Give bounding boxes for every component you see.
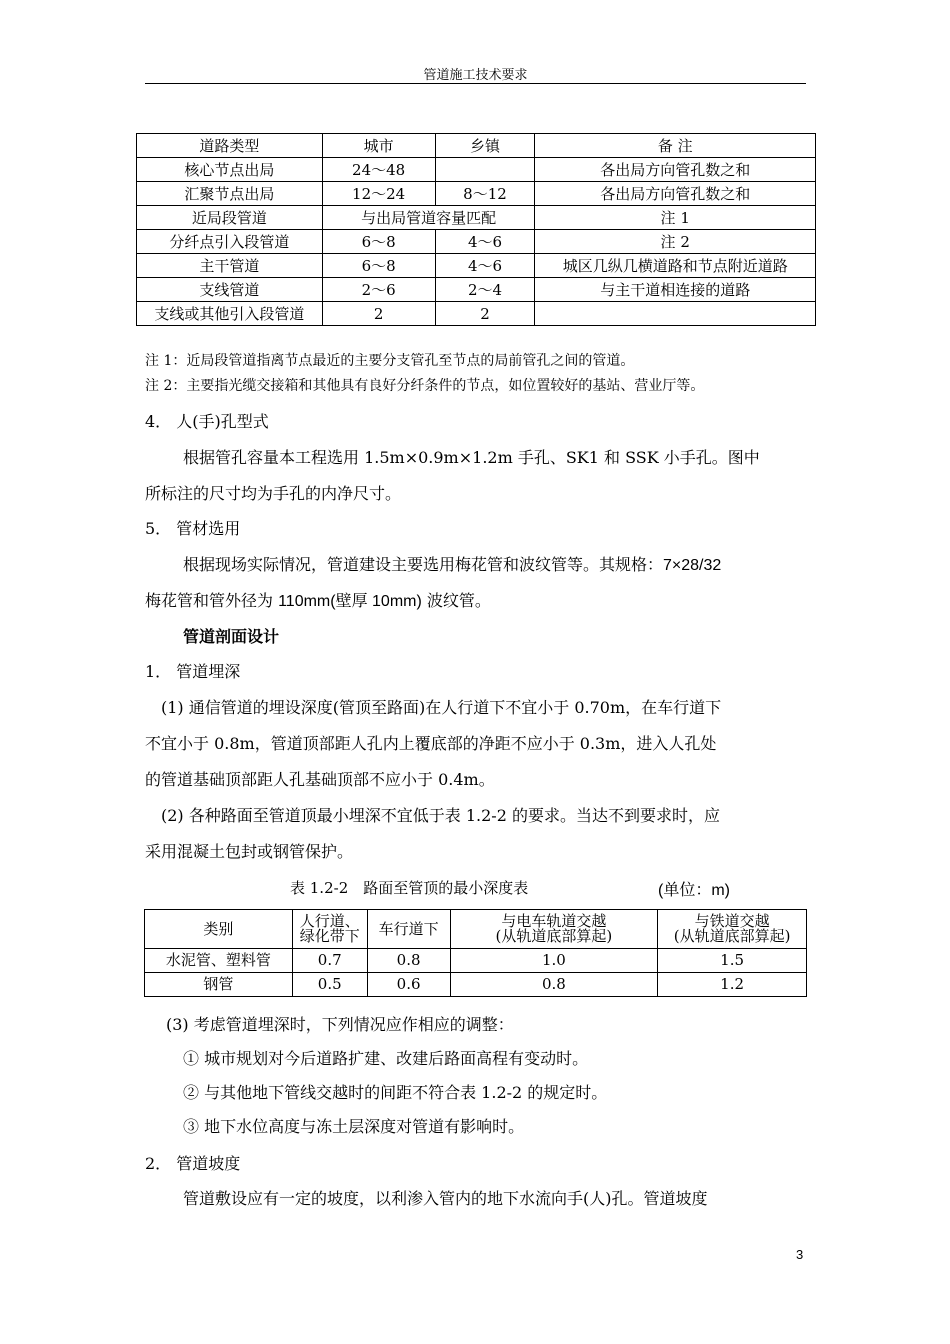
paragraph: 的管道基础顶部距人孔基础顶部不应小于 0.4m。 [145,770,495,789]
table-header-cell: 与电车轨道交越 (从轨道底部算起) [450,910,658,949]
depth-table [144,909,807,997]
paragraph: 所标注的尺寸均为手孔的内净尺寸。 [145,484,402,503]
paragraph: 不宜小于 0.8m，管道顶部距人孔内上覆底部的净距不应小于 0.3m，进入人孔处 [145,734,717,753]
table-cell: 分纤点引入段管道 [137,230,323,254]
page-number: 3 [796,1247,804,1262]
table-cell: 近局段管道 [137,206,323,230]
pipe-hole-table [136,133,816,326]
table-header-cell: 人行道、 绿化带下 [292,910,367,949]
table-cell: 各出局方向管孔数之和 [535,182,816,206]
table-cell: 注 2 [535,230,816,254]
table-cell: 0.5 [292,973,367,997]
table-header-cell: 乡镇 [435,134,535,158]
section-heading-4: 4． 人(手)孔型式 [145,412,269,431]
table-cell: 0.7 [292,949,367,973]
table-cell: 主干管道 [137,254,323,278]
table-cell: 0.8 [367,949,450,973]
pipe-spec: 7×28/32 [663,557,722,574]
table-cell [535,302,816,326]
table-cell: 6～8 [322,230,435,254]
table-cell: 2～4 [435,278,535,302]
table-cell: 汇聚节点出局 [137,182,323,206]
table-cell: 4～6 [435,230,535,254]
table-cell: 4～6 [435,254,535,278]
table-header-cell: 备 注 [535,134,816,158]
list-item: ③ 地下水位高度与冻土层深度对管道有影响时。 [183,1117,525,1136]
table-cell: 与主干道相连接的道路 [535,278,816,302]
paragraph [145,588,491,611]
table-header-cell: 车行道下 [367,910,450,949]
table-header-row [145,910,807,949]
paragraph: 采用混凝土包封或钢管保护。 [145,842,354,861]
table-cell: 24～48 [322,158,435,182]
paragraph-text: 根据现场实际情况，管道建设主要选用梅花管和波纹管等。其规格： [183,555,664,574]
table-header-row [137,134,816,158]
table-cell: 2 [435,302,535,326]
table-row [137,302,816,326]
table-cell: 1.5 [658,949,807,973]
table-row [137,158,816,182]
table-row [137,182,816,206]
table-cell: 8～12 [435,182,535,206]
paragraph: (3) 考虑管道埋深时，下列情况应作相应的调整： [166,1015,514,1034]
table-row [137,278,816,302]
section-title: 管道剖面设计 [183,627,280,646]
table-unit: (单位：m) [658,882,730,899]
paragraph: (2) 各种路面至管道顶最小埋深不宜低于表 1.2-2 的要求。当达不到要求时，应 [161,806,720,825]
table-cell: 钢管 [145,973,293,997]
table-cell: 2～6 [322,278,435,302]
table-cell: 1.0 [450,949,658,973]
table-header-cell: 类别 [145,910,293,949]
paragraph [183,552,721,575]
table-cell: 2 [322,302,435,326]
table-cell: 1.2 [658,973,807,997]
table-header-cell: 与铁道交越 (从轨道底部算起) [658,910,807,949]
table-cell: 与出局管道容量匹配 [322,206,535,230]
table-row [137,254,816,278]
table-row [145,973,807,997]
table-header-cell: 城市 [322,134,435,158]
paragraph-text: 波纹管。 [421,591,491,610]
paragraph: 管道敷设应有一定的坡度，以利渗入管内的地下水流向手(人)孔。管道坡度 [183,1189,708,1208]
paragraph: 根据管孔容量本工程选用 1.5m×0.9m×1.2m 手孔、SK1 和 SSK 小手孔。图中 [183,448,760,467]
list-item: ② 与其他地下管线交越时的间距不符合表 1.2-2 的规定时。 [183,1083,608,1102]
table-row [137,230,816,254]
paragraph-text: 梅花管和管外径为 [145,591,279,610]
table-cell: 各出局方向管孔数之和 [535,158,816,182]
paragraph: (1) 通信管道的埋设深度(管顶至路面)在人行道下不宜小于 0.70m，在车行道下 [161,698,722,717]
pipe-diameter: 110mm(壁厚 10mm) [278,593,422,610]
table-header-cell: 道路类型 [137,134,323,158]
table-cell [435,158,535,182]
note-2: 注 2：主要指光缆交接箱和其他具有良好分纤条件的节点，如位置较好的基站、营业厅等。 [145,378,705,394]
section-heading-5: 5． 管材选用 [145,519,241,538]
section-heading-2: 2． 管道坡度 [145,1154,241,1173]
note-1: 注 1：近局段管道指离节点最近的主要分支管孔至节点的局前管孔之间的管道。 [145,353,635,369]
table-cell: 支线或其他引入段管道 [137,302,323,326]
page-header: 管道施工技术要求 [423,68,528,83]
table-row [137,206,816,230]
table-cell: 注 1 [535,206,816,230]
table-row [145,949,807,973]
table-cell: 0.8 [450,973,658,997]
table-cell: 12～24 [322,182,435,206]
table-cell: 0.6 [367,973,450,997]
table-cell: 城区几纵几横道路和节点附近道路 [535,254,816,278]
table-caption: 表 1.2-2 路面至管顶的最小深度表 [290,879,529,897]
table-cell: 水泥管、塑料管 [145,949,293,973]
section-heading-1: 1． 管道埋深 [145,662,241,681]
table-cell: 6～8 [322,254,435,278]
header-rule [145,83,806,84]
list-item: ① 城市规划对今后道路扩建、改建后路面高程有变动时。 [183,1049,589,1068]
table-cell: 支线管道 [137,278,323,302]
table-cell: 核心节点出局 [137,158,323,182]
